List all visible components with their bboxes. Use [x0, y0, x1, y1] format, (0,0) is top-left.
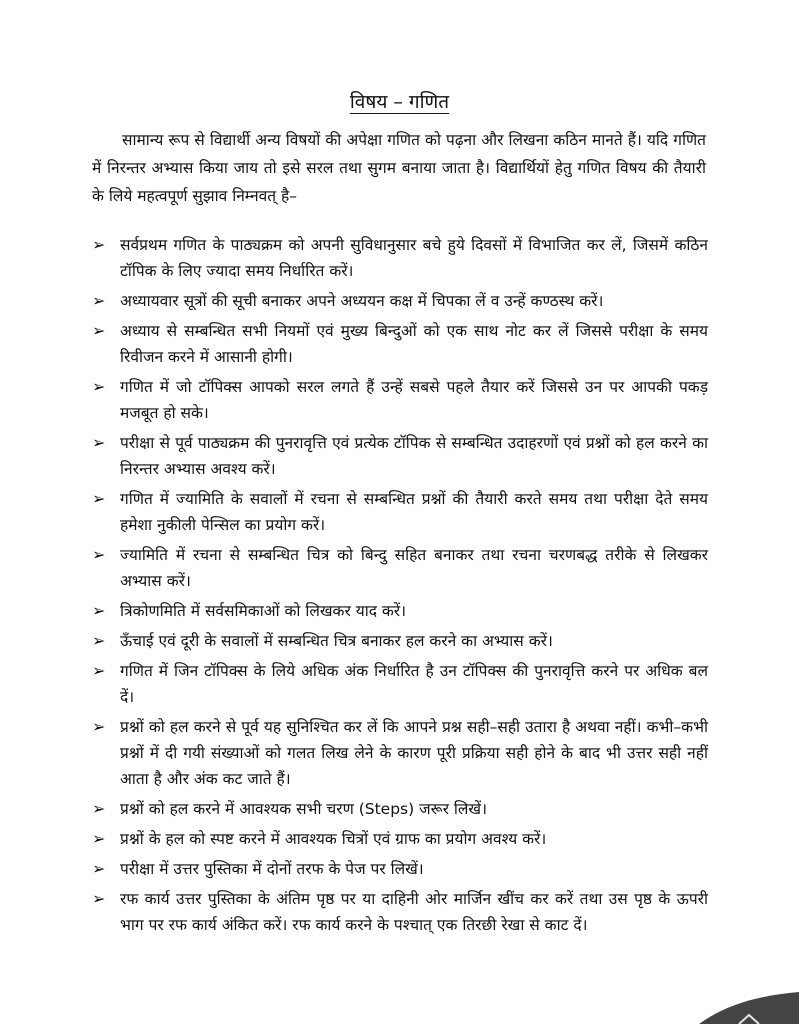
list-item-text: परीक्षा में उत्तर पुस्तिका में दोनों तरफ के पेज पर लिखें। [120, 860, 424, 878]
list-item [92, 628, 708, 654]
list-item [92, 318, 708, 370]
bullet-arrow-icon: ➢ [92, 545, 106, 564]
list-item [92, 288, 708, 314]
bullet-arrow-icon: ➢ [92, 829, 106, 848]
list-item [92, 796, 708, 822]
list-item-text: अध्याय से सम्बन्धित सभी नियमों एवं मुख्य बिन्दुओं को एक साथ नोट कर लें जिससे परीक्षा के समय रिवीजन करने में आसानी होगी। [120, 322, 708, 366]
page-curl-overlay [699, 992, 799, 1024]
list-item-text: गणित में ज्यामिति के सवालों में रचना से सम्बन्धित प्रश्नों की तैयारी करते समय तथा परीक्षा देते समय हमेशा नुकीली पेन्सिल का प्रयोग करें। [120, 490, 708, 534]
bullet-arrow-icon: ➢ [92, 889, 106, 908]
list-item [92, 542, 708, 594]
bullet-arrow-icon: ➢ [92, 235, 106, 254]
tips-list [92, 232, 708, 942]
list-item-text: परीक्षा से पूर्व पाठ्यक्रम की पुनरावृत्ति एवं प्रत्येक टॉपिक से सम्बन्धित उदाहरणों एवं प्रश्नों को हल करने का निरन्तर अभ्यास अवश्य करें। [120, 434, 708, 478]
list-item-text: ऊँचाई एवं दूरी के सवालों में सम्बन्धित चित्र बनाकर हल करने का अभ्यास करें। [120, 632, 553, 650]
page-title [0, 88, 799, 116]
list-item-text: प्रश्नों को हल करने से पूर्व यह सुनिश्चित कर लें कि आपने प्रश्न सही–सही उतारा है अथवा नहीं। कभी–कभी प्रश्नों में दी गयी संख्याओं को गलत लिख लेने के कारण पूरी प्रक्रिया सही होने के बाद भी उत्तर सही नहीं आता है और अंक कट जाते हैं। [120, 718, 708, 788]
list-item [92, 374, 708, 426]
bullet-arrow-icon: ➢ [92, 717, 106, 736]
list-item-text: रफ कार्य उत्तर पुस्तिका के अंतिम पृष्ठ पर या दाहिनी ओर मार्जिन खींच कर करें तथा उस पृष्ठ के ऊपरी भाग पर रफ कार्य अंकित करें। रफ कार्य करने के पश्चात् एक तिरछी रेखा से काट दें। [120, 890, 708, 934]
list-item [92, 714, 708, 792]
bullet-arrow-icon: ➢ [92, 661, 106, 680]
bullet-arrow-icon: ➢ [92, 377, 106, 396]
bullet-arrow-icon: ➢ [92, 321, 106, 340]
list-item [92, 826, 708, 852]
list-item [92, 430, 708, 482]
list-item [92, 886, 708, 938]
page-title-text: विषय – गणित [349, 91, 450, 113]
list-item-text: त्रिकोणमिति में सर्वसमिकाओं को लिखकर याद करें। [120, 602, 406, 620]
bullet-arrow-icon: ➢ [92, 291, 106, 310]
list-item-text: गणित में जिन टॉपिक्स के लिये अधिक अंक निर्धारित है उन टॉपिक्स की पुनरावृत्ति करने पर अधिक बल दें। [120, 662, 708, 706]
list-item-text: अध्यायवार सूत्रों की सूची बनाकर अपने अध्ययन कक्ष में चिपका लें व उन्हें कण्ठस्थ करें। [120, 292, 604, 310]
list-item [92, 232, 708, 284]
list-item-text: प्रश्नों के हल को स्पष्ट करने में आवश्यक चित्रों एवं ग्राफ का प्रयोग अवश्य करें। [120, 830, 547, 848]
bullet-arrow-icon: ➢ [92, 859, 106, 878]
intro-paragraph: सामान्य रूप से विद्यार्थी अन्य विषयों की अपेक्षा गणित को पढ़ना और लिखना कठिन मानते हैं। यदि गणित में निरन्तर अभ्यास किया जाय तो इसे सरल तथा सुगम बनाया जाता है। विद्यार्थियों हेतु गणित विषय की तैयारी के लिये महत्वपूर्ण सुझाव निम्नवत् है– [92, 131, 706, 205]
bullet-arrow-icon: ➢ [92, 799, 106, 818]
list-item [92, 658, 708, 710]
list-item-text: सर्वप्रथम गणित के पाठ्यक्रम को अपनी सुविधानुसार बचे हुये दिवसों में विभाजित कर लें, जिसमें कठिन टॉपिक के लिए ज्यादा समय निर्धारित करें। [120, 236, 708, 280]
list-item [92, 486, 708, 538]
bullet-arrow-icon: ➢ [92, 601, 106, 620]
list-item [92, 598, 708, 624]
list-item [92, 856, 708, 882]
bullet-arrow-icon: ➢ [92, 433, 106, 452]
bullet-arrow-icon: ➢ [92, 631, 106, 650]
list-item-text: प्रश्नों को हल करने में आवश्यक सभी चरण (Steps) जरूर लिखें। [120, 800, 487, 818]
list-item-text: ज्यामिति में रचना से सम्बन्धित चित्र को बिन्दु सहित बनाकर तथा रचना चरणबद्ध तरीके से लिखकर अभ्यास करें। [120, 546, 708, 590]
list-item-text: गणित में जो टॉपिक्स आपको सरल लगते हैं उन्हें सबसे पहले तैयार करें जिससे उन पर आपकी पकड़ मजबूत हो सके। [120, 378, 708, 422]
bullet-arrow-icon: ➢ [92, 489, 106, 508]
